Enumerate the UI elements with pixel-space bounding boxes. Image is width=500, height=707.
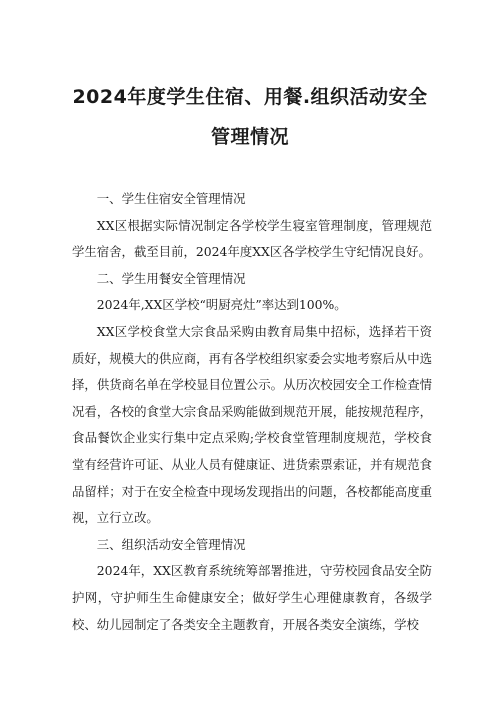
document-title-line-1: 2024年度学生住宿、用餐.组织活动安全 (72, 86, 428, 108)
paragraph-dining-procurement: XX区学校食堂大宗食品采购由教育局集中招标，选择若干资质好，规模大的供应商，再有各学校组织家委会实地考察后从中选择，供货商名单在学校显目位置公示。从历次校园安全工作检查情况看，各校的食堂大宗食品采购能做到规范开展，能按规范程序，食品餐饮企业实行集中定点采购;学校食堂管理制度规范，学校食堂有经营许可证、从业人员有健康证、进货索票索证，并有规范食品留样；对于在安全检查中现场发现指出的问题，各校都能高度重视，立行立改。 (72, 323, 432, 526)
paragraph-dining-rate: 2024年,XX区学校“明厨亮灶”率达到100%。 (96, 297, 347, 313)
document-title-line-2: 管理情况 (210, 126, 289, 148)
document-body (72, 186, 432, 638)
section-heading-dining: 二、学生用餐安全管理情况 (96, 270, 246, 286)
section-heading-accommodation: 一、学生住宿安全管理情况 (96, 191, 246, 206)
paragraph-accommodation: XX区根据实际情况制定各学校学生寝室管理制度，管理规范学生宿舍，截至目前，2024年度XX区各学校学生守纪情况良好。 (72, 217, 432, 260)
section-heading-activities: 三、组织活动安全管理情况 (96, 536, 246, 552)
paragraph-activities: 2024年，XX区教育系统统筹部署推进，守劳校园食品安全防护网，守护师生生命健康安全；做好学生心理健康教育，各级学校、幼儿园制定了各类安全主题教育，开展各类安全演练，学校 (72, 563, 432, 632)
